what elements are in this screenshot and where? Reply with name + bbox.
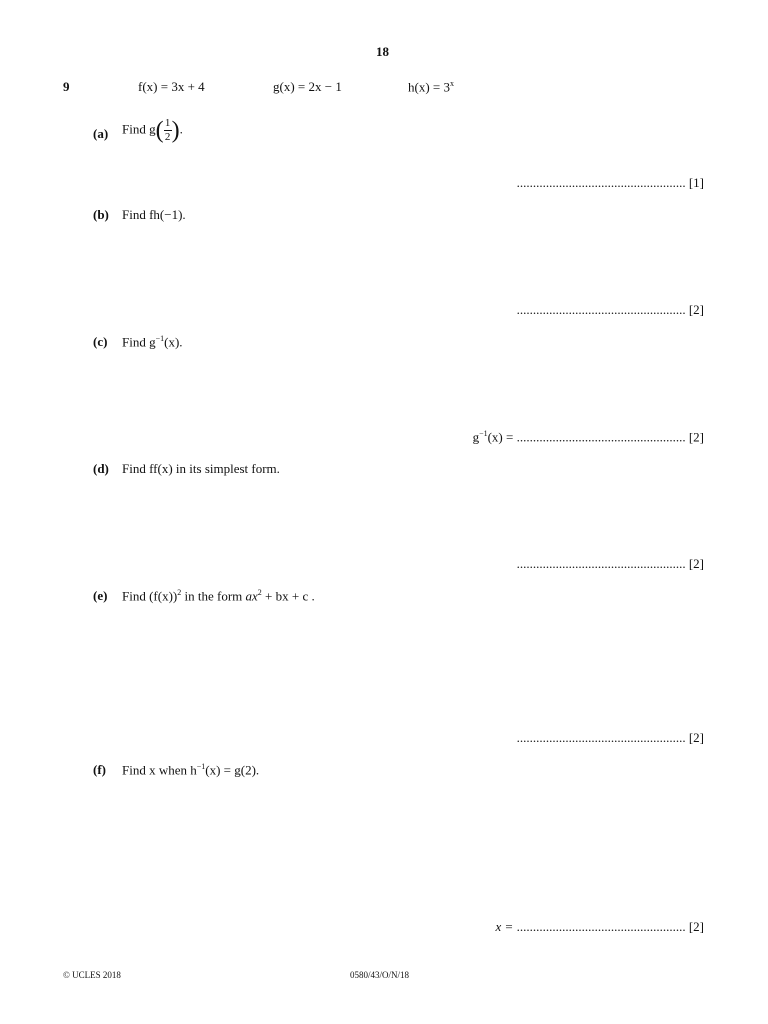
part-a-text: Find g( $\frac{1}{2}$ ). <box>122 117 183 144</box>
page-number: 18 <box>376 44 389 59</box>
part-c-label: (c) <box>93 334 108 349</box>
part-b-text: Find fh(−1). <box>122 207 186 222</box>
part-f-label: (f) <box>93 762 106 777</box>
footer-copyright: © UCLES 2018 <box>63 970 121 980</box>
part-e-text: Find $(f(x))^2$ in the form $ax^2$ + bx + c . <box>122 588 315 604</box>
function-g: g(x) = 2x − 1 <box>273 79 342 94</box>
part-f-answer-line[interactable]: x = .................................................... [2] <box>495 919 704 934</box>
part-b-answer-line[interactable]: .................................................... [2] <box>516 302 704 317</box>
function-f: f(x) = 3x + 4 <box>138 79 205 94</box>
part-e-label: (e) <box>93 588 108 603</box>
part-c-answer-line[interactable]: $g^{-1}(x)$ = .................................................... [2] <box>472 429 704 445</box>
part-b-label: (b) <box>93 207 109 222</box>
part-c-text: Find $g^{-1}(x)$. <box>122 334 183 350</box>
part-d-label: (d) <box>93 461 109 476</box>
part-a-answer-line[interactable]: .................................................... [1] <box>516 175 704 190</box>
part-e-answer-line[interactable]: .................................................... [2] <box>516 730 704 745</box>
part-f-text: Find x when $h^{-1}(x) = g(2)$. <box>122 762 260 778</box>
part-d-answer-line[interactable]: .................................................... [2] <box>516 556 704 571</box>
part-a-label: (a) <box>93 126 109 141</box>
question-number: 9 <box>63 79 70 94</box>
footer-code: 0580/43/O/N/18 <box>350 970 410 980</box>
part-d-text: Find ff(x) in its simplest form. <box>122 461 280 476</box>
function-h: $h(x) = 3^x$ <box>408 79 454 95</box>
